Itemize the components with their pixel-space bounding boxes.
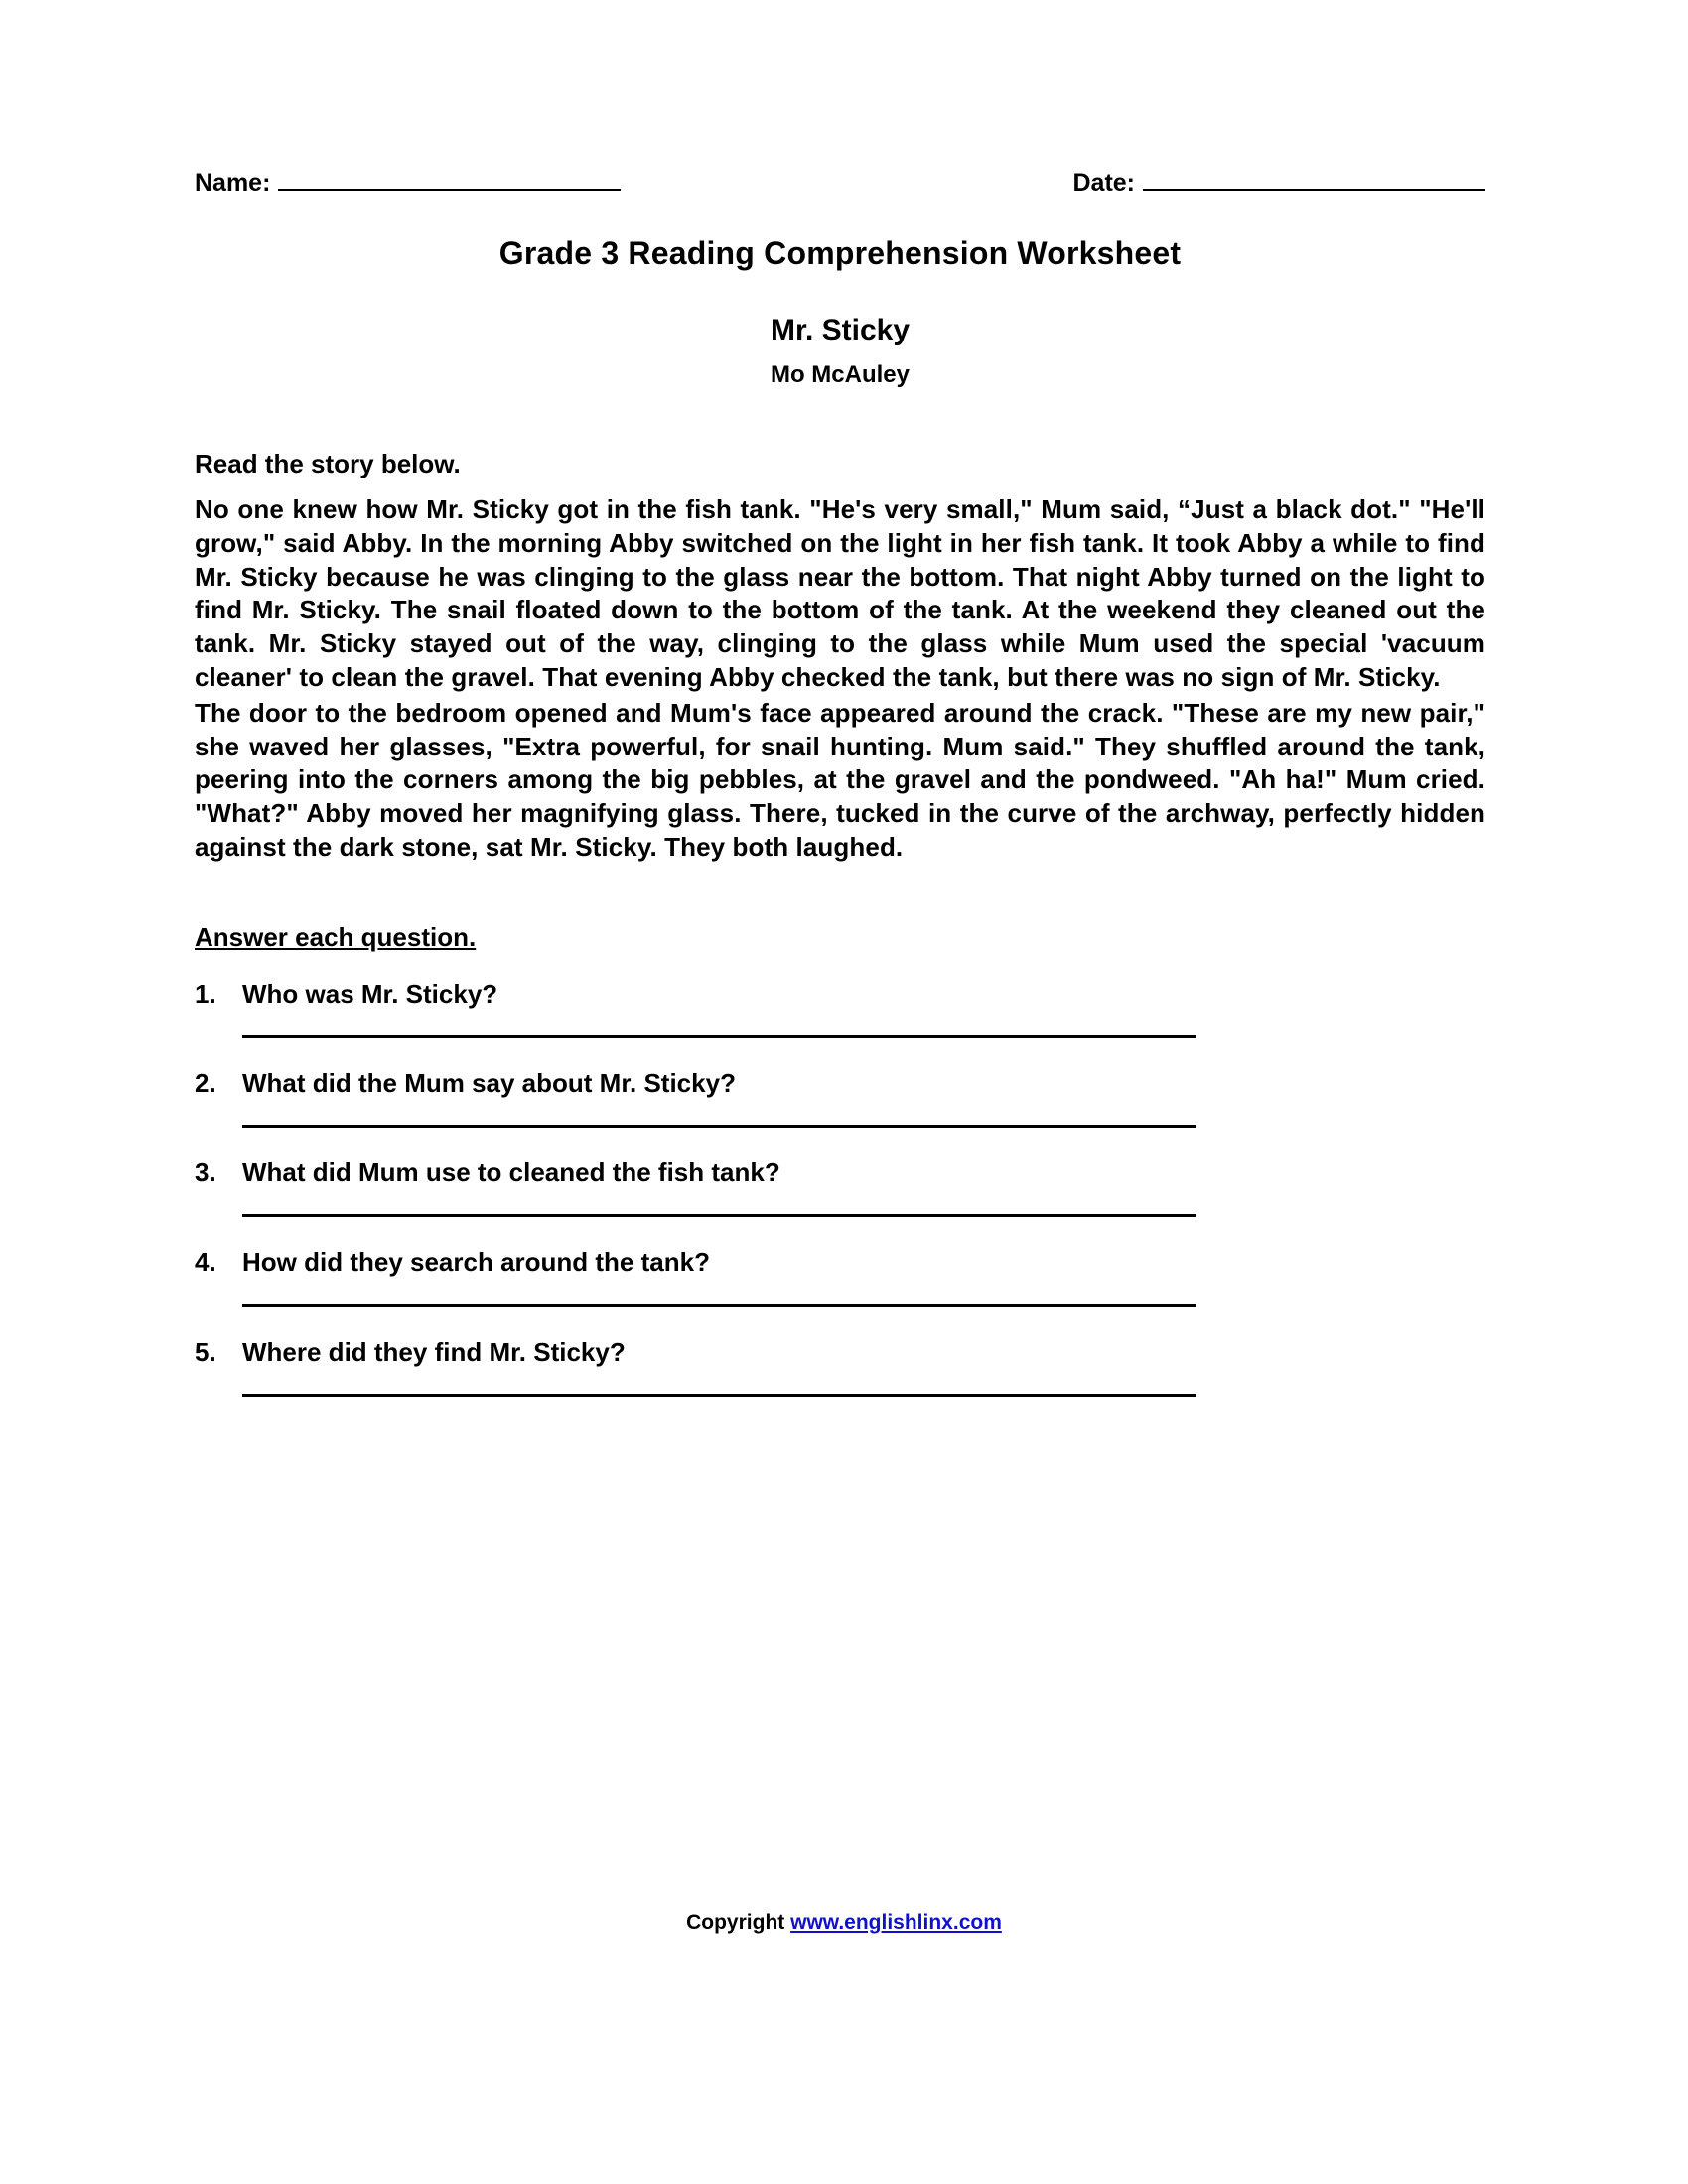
question-item bbox=[195, 1337, 1485, 1397]
answer-instruction: Answer each question. bbox=[195, 921, 477, 952]
question-text: What did the Mum say about Mr. Sticky? bbox=[242, 1067, 736, 1098]
question-text: How did they search around the tank? bbox=[242, 1247, 710, 1278]
name-label: Name: bbox=[195, 169, 271, 197]
question-number: 3. bbox=[195, 1158, 216, 1188]
question-row bbox=[195, 1247, 1485, 1278]
date-label: Date: bbox=[1072, 169, 1135, 197]
question-item bbox=[195, 1068, 1485, 1128]
question-item bbox=[195, 1247, 1485, 1306]
story-paragraph-1: No one knew how Mr. Sticky got in the fish tank. "He's very small," Mum said, “Just a black dot." "He'll grow," said Abby. In the morning Abby switched on the light in her fish tank. It took Abby a while to find Mr. Sticky because he was clinging to the glass near the bottom. That night Abby turned on the light to find Mr. Sticky. The snail floated down to the bottom of the tank. At the weekend they cleaned out the tank. Mr. Sticky stayed out of the way, clinging to the glass while Mum used the special 'vacuum cleaner' to clean the gravel. That evening Abby checked the tank, but there was no sign of Mr. Sticky. bbox=[195, 494, 1485, 692]
page-title: Grade 3 Reading Comprehension Worksheet bbox=[498, 235, 1182, 271]
answer-line[interactable] bbox=[242, 1125, 1196, 1128]
question-row bbox=[195, 979, 1485, 1010]
question-row bbox=[195, 1337, 1485, 1368]
answer-line[interactable] bbox=[242, 1035, 1196, 1038]
question-row bbox=[195, 1068, 1485, 1099]
question-number: 2. bbox=[195, 1067, 216, 1098]
question-number: 5. bbox=[195, 1336, 216, 1367]
question-item bbox=[195, 979, 1485, 1038]
question-text: Who was Mr. Sticky? bbox=[242, 978, 498, 1009]
footer bbox=[0, 1911, 1688, 1935]
date-input-line[interactable] bbox=[1143, 169, 1485, 191]
answer-line[interactable] bbox=[242, 1394, 1196, 1397]
question-text: Where did they find Mr. Sticky? bbox=[242, 1336, 626, 1367]
name-input-line[interactable] bbox=[278, 169, 621, 191]
question-number: 4. bbox=[195, 1247, 216, 1278]
copyright-link[interactable]: www.englishlinx.com bbox=[790, 1911, 1002, 1934]
question-item bbox=[195, 1158, 1485, 1217]
question-text: What did Mum use to cleaned the fish tank? bbox=[242, 1158, 780, 1188]
answer-line[interactable] bbox=[242, 1214, 1196, 1217]
question-number: 1. bbox=[195, 978, 216, 1009]
read-instruction: Read the story below. bbox=[195, 449, 461, 478]
copyright-label: Copyright bbox=[686, 1911, 791, 1934]
story-title: Mr. Sticky bbox=[770, 314, 911, 346]
question-row bbox=[195, 1158, 1485, 1188]
story-author: Mo McAuley bbox=[770, 361, 910, 388]
story-paragraph-2: The door to the bedroom opened and Mum's face appeared around the crack. "These are my new pair," she waved her glasses, "Extra powerful, for snail hunting. Mum said." They shuffled around the tank, peering into the corners among the big pebbles, at the gravel and the pondweed. "Ah ha!" Mum cried. "What?" Abby moved her magnifying glass. There, tucked in the curve of the archway, perfectly hidden against the dark stone, sat Mr. Sticky. They both laughed. bbox=[195, 697, 1485, 862]
worksheet-content bbox=[195, 169, 1485, 1427]
answer-line[interactable] bbox=[242, 1304, 1196, 1307]
name-date-row bbox=[195, 169, 1485, 198]
